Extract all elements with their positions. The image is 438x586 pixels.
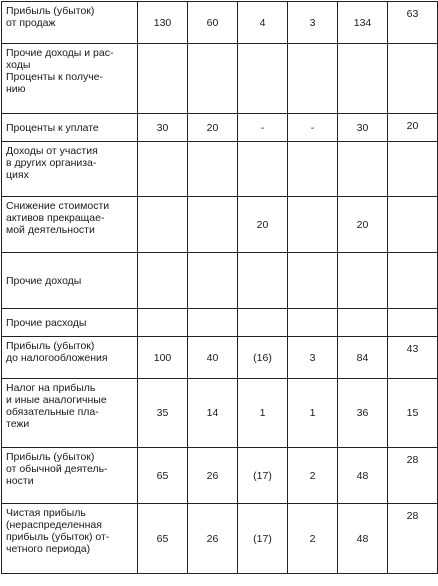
table-cell: 30 xyxy=(138,114,188,142)
table-row xyxy=(2,448,438,504)
row-label: Снижение стоимости активов прекращае- мой деятельности xyxy=(2,197,138,253)
table-cell: 65 xyxy=(138,448,188,504)
table-cell: 15 xyxy=(388,379,438,448)
table-cell: 1 xyxy=(238,379,288,448)
table-cell xyxy=(138,142,188,197)
table-cell xyxy=(338,44,388,114)
table-cell: 4 xyxy=(238,2,288,44)
table-cell: 30 xyxy=(338,114,388,142)
table-cell xyxy=(188,142,238,197)
table-cell: 26 xyxy=(188,448,238,504)
table-cell: 40 xyxy=(188,337,238,379)
table-cell xyxy=(138,309,188,337)
table-cell: 3 xyxy=(288,2,338,44)
table-cell: 100 xyxy=(138,337,188,379)
table-cell xyxy=(238,253,288,309)
table-cell: 20 xyxy=(188,114,238,142)
row-label: Прибыль (убыток) от продаж xyxy=(2,2,138,44)
row-label: Проценты к уплате xyxy=(2,114,138,142)
table-cell: 2 xyxy=(288,448,338,504)
row-label: Прибыль (убыток) до налогообложения xyxy=(2,337,138,379)
table-cell: 134 xyxy=(338,2,388,44)
table-cell xyxy=(288,309,338,337)
table-row xyxy=(2,337,438,379)
row-label: Прочие расходы xyxy=(2,309,138,337)
table-cell xyxy=(288,142,338,197)
table-row xyxy=(2,309,438,337)
table-cell: 84 xyxy=(338,337,388,379)
table-cell: 48 xyxy=(338,504,388,574)
table-cell: 2 xyxy=(288,504,338,574)
table-cell: (17) xyxy=(238,504,288,574)
table-cell: 1 xyxy=(288,379,338,448)
table-cell xyxy=(288,44,338,114)
table-cell: (17) xyxy=(238,448,288,504)
table-cell xyxy=(388,142,438,197)
table-cell: 20 xyxy=(388,114,438,142)
table-cell xyxy=(238,44,288,114)
row-label: Прибыль (убыток) от обычной деятель- ности xyxy=(2,448,138,504)
row-label: Доходы от участия в других организа- циях xyxy=(2,142,138,197)
table-cell: 63 xyxy=(388,2,438,44)
row-label: Прочие доходы xyxy=(2,253,138,309)
table-cell xyxy=(338,309,388,337)
table-row xyxy=(2,379,438,448)
table-cell xyxy=(188,44,238,114)
table-cell: 43 xyxy=(388,337,438,379)
table-cell xyxy=(188,253,238,309)
table-cell: 20 xyxy=(238,197,288,253)
table-cell: 36 xyxy=(338,379,388,448)
table-cell: 35 xyxy=(138,379,188,448)
table-cell xyxy=(338,253,388,309)
table-row xyxy=(2,142,438,197)
table-cell: 20 xyxy=(338,197,388,253)
table-cell xyxy=(138,253,188,309)
table-cell xyxy=(288,197,338,253)
table-cell: 48 xyxy=(338,448,388,504)
table-cell: - xyxy=(238,114,288,142)
table-cell: 28 xyxy=(388,448,438,504)
table-cell: - xyxy=(288,114,338,142)
table-cell: 3 xyxy=(288,337,338,379)
table-cell xyxy=(188,197,238,253)
table-cell xyxy=(288,253,338,309)
table-cell: 130 xyxy=(138,2,188,44)
table-row xyxy=(2,114,438,142)
table-row xyxy=(2,504,438,574)
row-label: Чистая прибыль (нераспределенная прибыль (убыток) от- четного периода) xyxy=(2,504,138,574)
table-cell: 65 xyxy=(138,504,188,574)
table-cell xyxy=(388,197,438,253)
table-cell xyxy=(238,309,288,337)
table-cell xyxy=(138,197,188,253)
table-row xyxy=(2,2,438,44)
table-cell xyxy=(388,253,438,309)
table-cell xyxy=(238,142,288,197)
table-row xyxy=(2,197,438,253)
table-cell xyxy=(138,44,188,114)
row-label: Налог на прибыль и иные аналогичные обязательные пла- тежи xyxy=(2,379,138,448)
financial-results-table xyxy=(1,1,438,574)
table-cell xyxy=(338,142,388,197)
row-label: Прочие доходы и рас- ходы Проценты к получе- нию xyxy=(2,44,138,114)
table-cell: 60 xyxy=(188,2,238,44)
table-cell: 14 xyxy=(188,379,238,448)
table-row xyxy=(2,253,438,309)
table-cell xyxy=(388,44,438,114)
table-cell xyxy=(388,309,438,337)
table-cell: 28 xyxy=(388,504,438,574)
table-cell: (16) xyxy=(238,337,288,379)
table-cell: 26 xyxy=(188,504,238,574)
table-cell xyxy=(188,309,238,337)
table-row xyxy=(2,44,438,114)
